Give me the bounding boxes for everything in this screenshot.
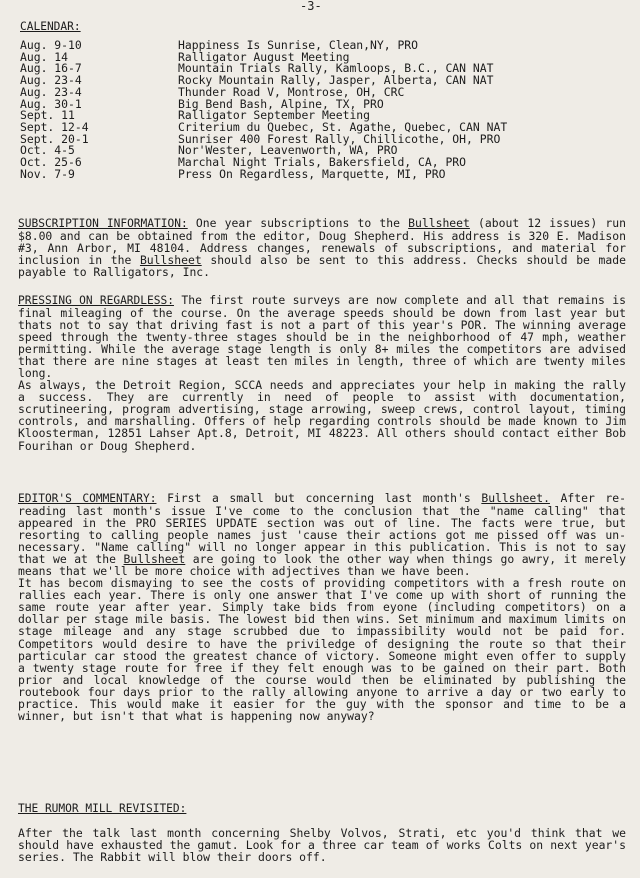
calendar-date: Oct. 4-5 (20, 143, 75, 158)
calendar-date: Nov. 7-9 (20, 166, 75, 181)
calendar-event: Big Bend Bash, Alpine, TX, PRO (178, 96, 384, 111)
editor-paragraph-2: It has becom dismaying to see the costs of providing competitors with a fresh route on rallies each year. There is only one answer that I've come up with short of running the same route year after year. Simply take bids from eyone (including competitors) on a dollar per stage mile basis. The lowest bid then wins. Set minimum and maximum limits on stage mileage and any stage scrubbed due to impassibility would not be paid for. Competitors would desire to have the priviledge of designing the route so that their particular car stood the greatest chance of victory. Someone might even offer to supply a twenty stage route for free if they felt enough was to be gained on their part. Both prior and local knowledge of the course would then be eliminated by publishing the routebook four days prior to the rally allowing anyone to arrive a day or two early to practice. This would make it easier for the guy with the sponsor and time to be a winner, but isn't that what is happening now anyway? (18, 576, 626, 723)
subscription-section (18, 217, 626, 278)
calendar-date: Oct. 25-6 (20, 155, 82, 170)
subscription-text-c: should also be sent to this address. Checks should be made payable to Ralligators, Inc. (18, 253, 626, 280)
subscription-heading: SUBSCRIPTION INFORMATION: (18, 217, 188, 230)
editor-text-a: First a small but concerning last month's (156, 491, 482, 505)
calendar-heading: CALENDAR: (20, 20, 81, 33)
calendar-row (20, 166, 630, 181)
pressing-section (18, 294, 626, 452)
pressing-heading: PRESSING ON REGARDLESS: (18, 294, 174, 307)
calendar-date: Sept. 12-4 (20, 119, 89, 134)
calendar-date: Aug. 9-10 (20, 38, 82, 52)
editor-text-b: After re-reading last month's issue I've come to the conclusion that the "name calling" that appeared in the PRO SERIES UPDATE section was out of line. The facts were true, but resorting to calling people names just 'cause their actions got me pissed off was un-necessary. "Name calling" will no longer appear in this publication. This is not to say that we at the (18, 491, 626, 567)
bullsheet-title: Bullsheet (139, 253, 202, 268)
rumor-heading: THE RUMOR MILL REVISITED: (18, 802, 187, 815)
subscription-text-a: One year subscriptions to the (187, 216, 409, 230)
calendar-event: Ralligator September Meeting (178, 108, 371, 123)
calendar-event: Press On Regardless, Marquette, MI, PRO (178, 166, 446, 181)
editor-text-c: are going to look the other way when things go awry, it merely means that we'll be more choice with adjectives than we have been. (18, 552, 626, 579)
editor-paragraph-1 (18, 492, 626, 577)
calendar-event: Ralligator August Meeting (178, 49, 350, 64)
calendar-date: Aug. 23-4 (20, 73, 82, 88)
subscription-paragraph (18, 217, 626, 278)
bullsheet-title: Bullsheet. (481, 491, 550, 505)
calendar-event: Thunder Road V, Montrose, OH, CRC (178, 84, 405, 99)
editor-section (18, 492, 626, 722)
calendar-event: Marchal Night Trials, Bakersfield, CA, PRO (178, 155, 467, 170)
calendar-event: Sunriser 400 Forest Rally, Chillicothe, OH, PRO (178, 131, 501, 146)
calendar-date: Sept. 11 (20, 108, 75, 123)
calendar-date: Aug. 14 (20, 49, 69, 64)
bullsheet-title: Bullsheet (408, 216, 470, 230)
calendar-event: Mountain Trials Rally, Kamloops, B.C., CAN NAT (178, 61, 494, 76)
calendar-date: Aug. 30-1 (20, 96, 82, 111)
calendar-event: Rocky Mountain Rally, Jasper, Alberta, CAN NAT (178, 73, 494, 88)
pressing-paragraph-2: As always, the Detroit Region, SCCA needs and appreciates your help in making the rally a success. They are currently in need of people to assist with documentation, scrutineering, program advertising, stage arrowing, sweep crews, control layout, timing controls, and marshalling. Offers of help regarding controls should be made known to Jim Kloosterman, 12851 Lahser Apt.8, Detroit, MI 48223. All others should contact either Bob Fourihan or Doug Shepherd. (18, 378, 626, 453)
rumor-section (18, 802, 626, 863)
calendar-event: Criterium du Quebec, St. Agathe, Quebec, CAN NAT (178, 119, 508, 134)
page-number: -3- (300, 0, 322, 13)
calendar-event: Nor'Wester, Leavenworth, WA, PRO (178, 143, 398, 158)
calendar-event: Happiness Is Sunrise, Clean,NY, PRO (178, 38, 419, 52)
rumor-paragraph: After the talk last month concerning Shelby Volvos, Strati, etc you'd think that we should have exhausted the gamut. Look for a three car team of works Colts on next year's series. The Rabbit will blow their doors off. (18, 826, 626, 865)
calendar-date: Sept. 20-1 (20, 131, 89, 146)
calendar-date: Aug. 16-7 (20, 61, 82, 76)
pressing-text-1: The first route surveys are now complete and all that remains is final mileaging of the course. On the average speeds should be down from last year but thats not to say that driving fast is not a part of this year's POR. The winning average speed through the twenty-three stages should be in the neighborhood of 47 mph, weather permitting. While the average stage length is only 8+ miles the competitors are advised that there are nine stages at least ten miles in length, three of which are twenty miles long. (18, 293, 626, 381)
subscription-text-b: (about 12 issues) run $8.00 and can be obtained from the editor, Doug Shepherd. His address is 320 E. Madison #3, Ann Arbor, MI 48104. Address changes, renewals of subscriptions, and material for inclusion in the (18, 216, 626, 268)
editor-heading: EDITOR'S COMMENTARY: (18, 492, 157, 505)
bullsheet-title: Bullsheet (123, 552, 186, 567)
calendar-list (20, 40, 630, 180)
calendar-date: Aug. 23-4 (20, 84, 82, 99)
pressing-paragraph-1 (18, 294, 626, 379)
